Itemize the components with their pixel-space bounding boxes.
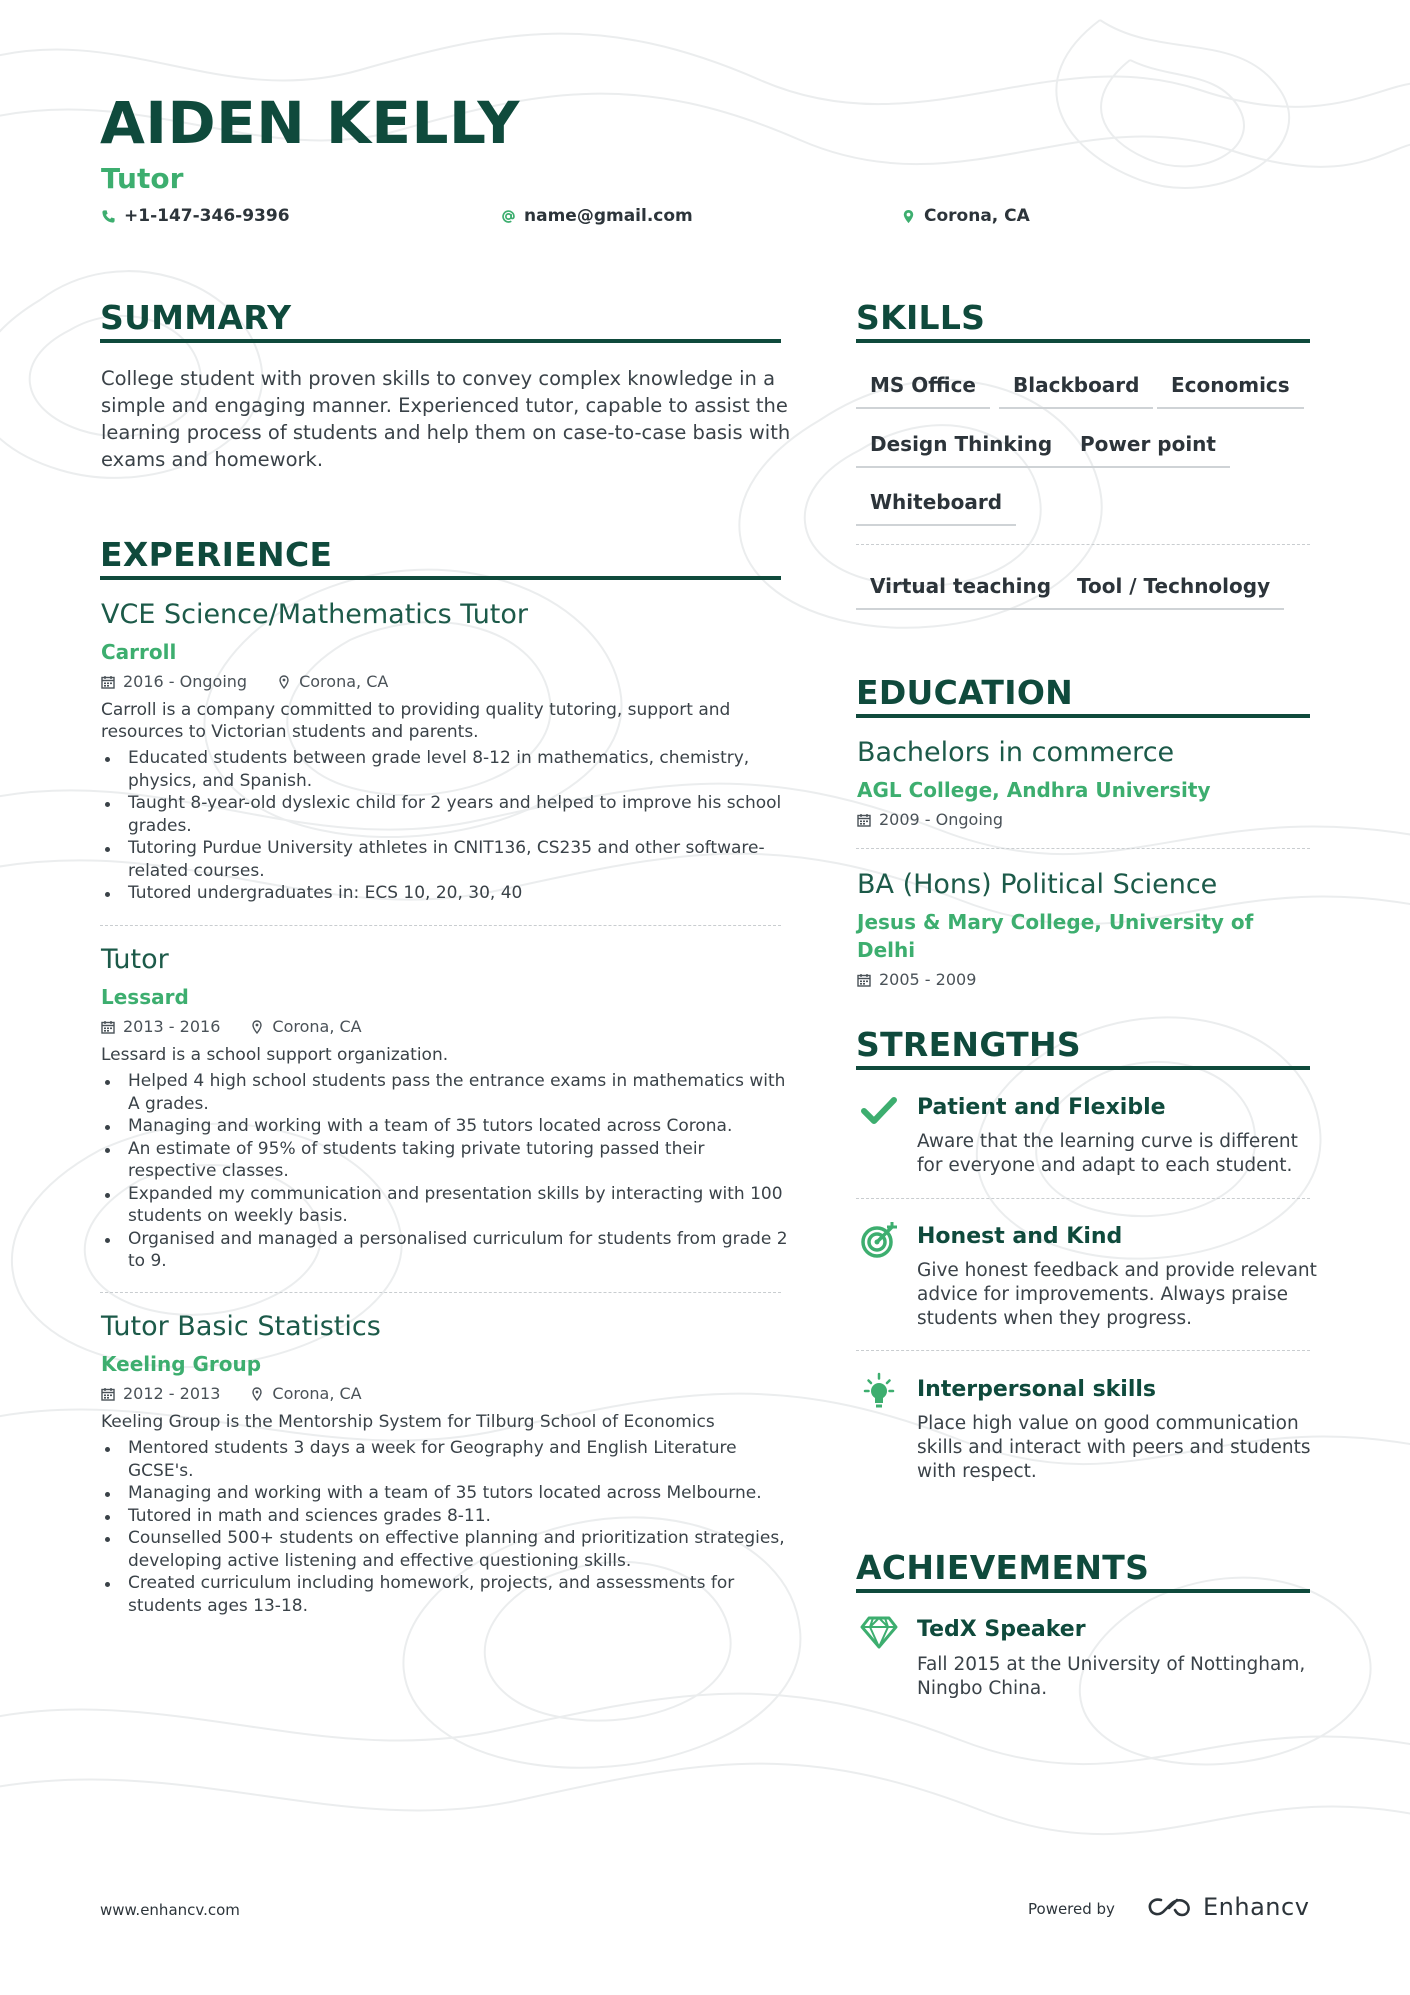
divider	[856, 1350, 1310, 1351]
education-meta	[857, 969, 1312, 991]
contact-location	[901, 204, 1030, 228]
summary-heading: SUMMARY	[100, 298, 292, 337]
list-item: Organised and managed a personalised curriculum for students from grade 2 to 9.	[101, 1228, 791, 1273]
job-title: Tutor Basic Statistics	[101, 1311, 381, 1342]
calendar-icon	[101, 1020, 115, 1034]
company-name: Carroll	[101, 640, 177, 664]
company-name: Keeling Group	[101, 1352, 262, 1376]
list-item: Counselled 500+ students on effective planning and prioritization strategies, developing active listening and effective questioning skills.	[101, 1527, 791, 1572]
lightbulb-icon	[859, 1372, 899, 1412]
list-item: Tutoring Purdue University athletes in CNIT136, CS235 and other software-related courses.	[101, 837, 791, 882]
experience-entry	[101, 1310, 791, 1617]
education-heading: EDUCATION	[856, 673, 1074, 712]
experience-heading: EXPERIENCE	[100, 535, 333, 574]
experience-entry	[101, 598, 791, 905]
candidate-role: Tutor	[101, 162, 184, 195]
school-name: AGL College, Andhra University	[857, 778, 1211, 802]
list-item: Taught 8-year-old dyslexic child for 2 years and helped to improve his school grades.	[101, 792, 791, 837]
company-name: Lessard	[101, 985, 189, 1009]
calendar-icon	[857, 813, 871, 827]
job-dates: 2013 - 2016	[123, 1017, 221, 1036]
divider	[100, 1292, 781, 1293]
enhancv-logo-text: Enhancv	[1203, 1893, 1310, 1921]
degree-title: Bachelors in commerce	[857, 737, 1175, 768]
skill-tag: MS Office	[856, 371, 990, 409]
list-item: Helped 4 high school students pass the entrance exams in mathematics with A grades.	[101, 1070, 791, 1115]
strength-title: Interpersonal skills	[917, 1377, 1157, 1402]
job-location: Corona, CA	[272, 1384, 362, 1403]
location-pin-icon	[250, 1387, 264, 1401]
list-item: Expanded my communication and presentation skills by interacting with 100 students on weekly basis.	[101, 1183, 791, 1228]
job-location-group	[250, 1016, 361, 1038]
candidate-name: AIDEN KELLY	[100, 89, 520, 157]
footer-powered-by: Powered by	[1028, 1900, 1115, 1918]
skill-tag: Economics	[1157, 371, 1304, 409]
education-dates: 2009 - Ongoing	[879, 810, 1004, 829]
experience-rule	[100, 576, 781, 580]
strengths-heading: STRENGTHS	[856, 1025, 1081, 1064]
strength-title: Patient and Flexible	[917, 1095, 1166, 1120]
skill-tag: Tool / Technology	[1063, 572, 1284, 610]
school-name: Jesus & Mary College, University of Delhi	[857, 910, 1254, 962]
job-meta	[101, 671, 791, 693]
job-title: VCE Science/Mathematics Tutor	[101, 599, 529, 630]
job-location: Corona, CA	[272, 1017, 362, 1036]
skills-heading: SKILLS	[856, 298, 986, 337]
diamond-icon	[859, 1612, 899, 1652]
list-item: Tutored in math and sciences grades 8-11.	[101, 1505, 791, 1528]
achievement-title: TedX Speaker	[917, 1617, 1086, 1642]
experience-entry	[101, 943, 791, 1273]
target-icon	[859, 1220, 899, 1260]
strength-text: Place high value on good communication skills and interact with peers and students with respect.	[917, 1413, 1311, 1482]
achievement-text: Fall 2015 at the University of Nottingham, Ningbo China.	[917, 1654, 1306, 1699]
job-location-group	[277, 671, 388, 693]
list-item: An estimate of 95% of students taking private tutoring passed their respective classes.	[101, 1138, 791, 1183]
skill-tag: Blackboard	[999, 371, 1153, 409]
job-dates: 2012 - 2013	[123, 1384, 221, 1403]
location-pin-icon	[277, 675, 291, 689]
divider	[856, 848, 1310, 849]
job-bullets	[101, 1437, 791, 1617]
strength-text: Give honest feedback and provide relevant advice for improvements. Always praise students when they progress.	[917, 1260, 1317, 1329]
footer-website-link[interactable]: www.enhancv.com	[100, 1901, 240, 1919]
job-description: Lessard is a school support organization.	[101, 1045, 449, 1065]
phone-icon	[101, 209, 116, 224]
email-text: name@gmail.com	[524, 206, 693, 226]
job-bullets	[101, 747, 791, 905]
location-text: Corona, CA	[924, 206, 1030, 226]
job-location-group	[250, 1383, 361, 1405]
job-dates: 2016 - Ongoing	[123, 672, 248, 691]
enhancv-logo[interactable]	[1147, 1892, 1309, 1922]
job-location: Corona, CA	[299, 672, 389, 691]
strengths-rule	[856, 1066, 1310, 1070]
location-pin-icon	[901, 209, 916, 224]
enhancv-logo-icon	[1147, 1895, 1195, 1919]
education-rule	[856, 714, 1310, 718]
achievements-heading: ACHIEVEMENTS	[856, 1548, 1150, 1587]
job-meta	[101, 1383, 791, 1405]
list-item: Mentored students 3 days a week for Geography and English Literature GCSE's.	[101, 1437, 791, 1482]
skill-tag: Whiteboard	[856, 488, 1016, 526]
skill-tag: Power point	[1066, 430, 1230, 468]
summary-text: College student with proven skills to convey complex knowledge in a simple and engaging manner. Experienced tutor, capable to assist the learning process of students and help them on case-to-case basis with exams and homework.	[101, 367, 791, 471]
list-item: Educated students between grade level 8-12 in mathematics, chemistry, physics, and Spanish.	[101, 747, 791, 792]
divider	[100, 925, 781, 926]
skill-tag: Virtual teaching	[856, 572, 1065, 610]
list-item: Managing and working with a team of 35 tutors located across Melbourne.	[101, 1482, 791, 1505]
at-icon	[501, 209, 516, 224]
job-bullets	[101, 1070, 791, 1273]
education-dates: 2005 - 2009	[879, 970, 977, 989]
education-entry	[857, 868, 1312, 991]
calendar-icon	[101, 675, 115, 689]
check-icon	[859, 1090, 899, 1130]
skill-tag: Design Thinking	[856, 430, 1066, 468]
job-description: Keeling Group is the Mentorship System for Tilburg School of Economics	[101, 1412, 715, 1432]
list-item: Managing and working with a team of 35 tutors located across Corona.	[101, 1115, 791, 1138]
summary-rule	[100, 339, 781, 343]
contact-email[interactable]	[501, 204, 693, 228]
list-item: Created curriculum including homework, projects, and assessments for students ages 13-18.	[101, 1572, 791, 1617]
location-pin-icon	[250, 1020, 264, 1034]
strength-text: Aware that the learning curve is different for everyone and adapt to each student.	[917, 1131, 1298, 1176]
degree-title: BA (Hons) Political Science	[857, 869, 1218, 900]
calendar-icon	[857, 973, 871, 987]
skills-rule	[856, 339, 1310, 343]
calendar-icon	[101, 1387, 115, 1401]
contact-phone[interactable]	[101, 204, 290, 228]
divider	[856, 1198, 1310, 1199]
list-item: Tutored undergraduates in: ECS 10, 20, 30, 40	[101, 882, 791, 905]
education-meta	[857, 809, 1312, 831]
divider	[856, 544, 1310, 545]
education-entry	[857, 736, 1312, 831]
job-meta	[101, 1016, 791, 1038]
job-title: Tutor	[101, 944, 169, 975]
achievements-rule	[856, 1589, 1310, 1593]
strength-title: Honest and Kind	[917, 1224, 1123, 1249]
phone-text: +1-147-346-9396	[124, 206, 290, 226]
job-description: Carroll is a company committed to providing quality tutoring, support and resources to Victorian students and parents.	[101, 700, 731, 742]
